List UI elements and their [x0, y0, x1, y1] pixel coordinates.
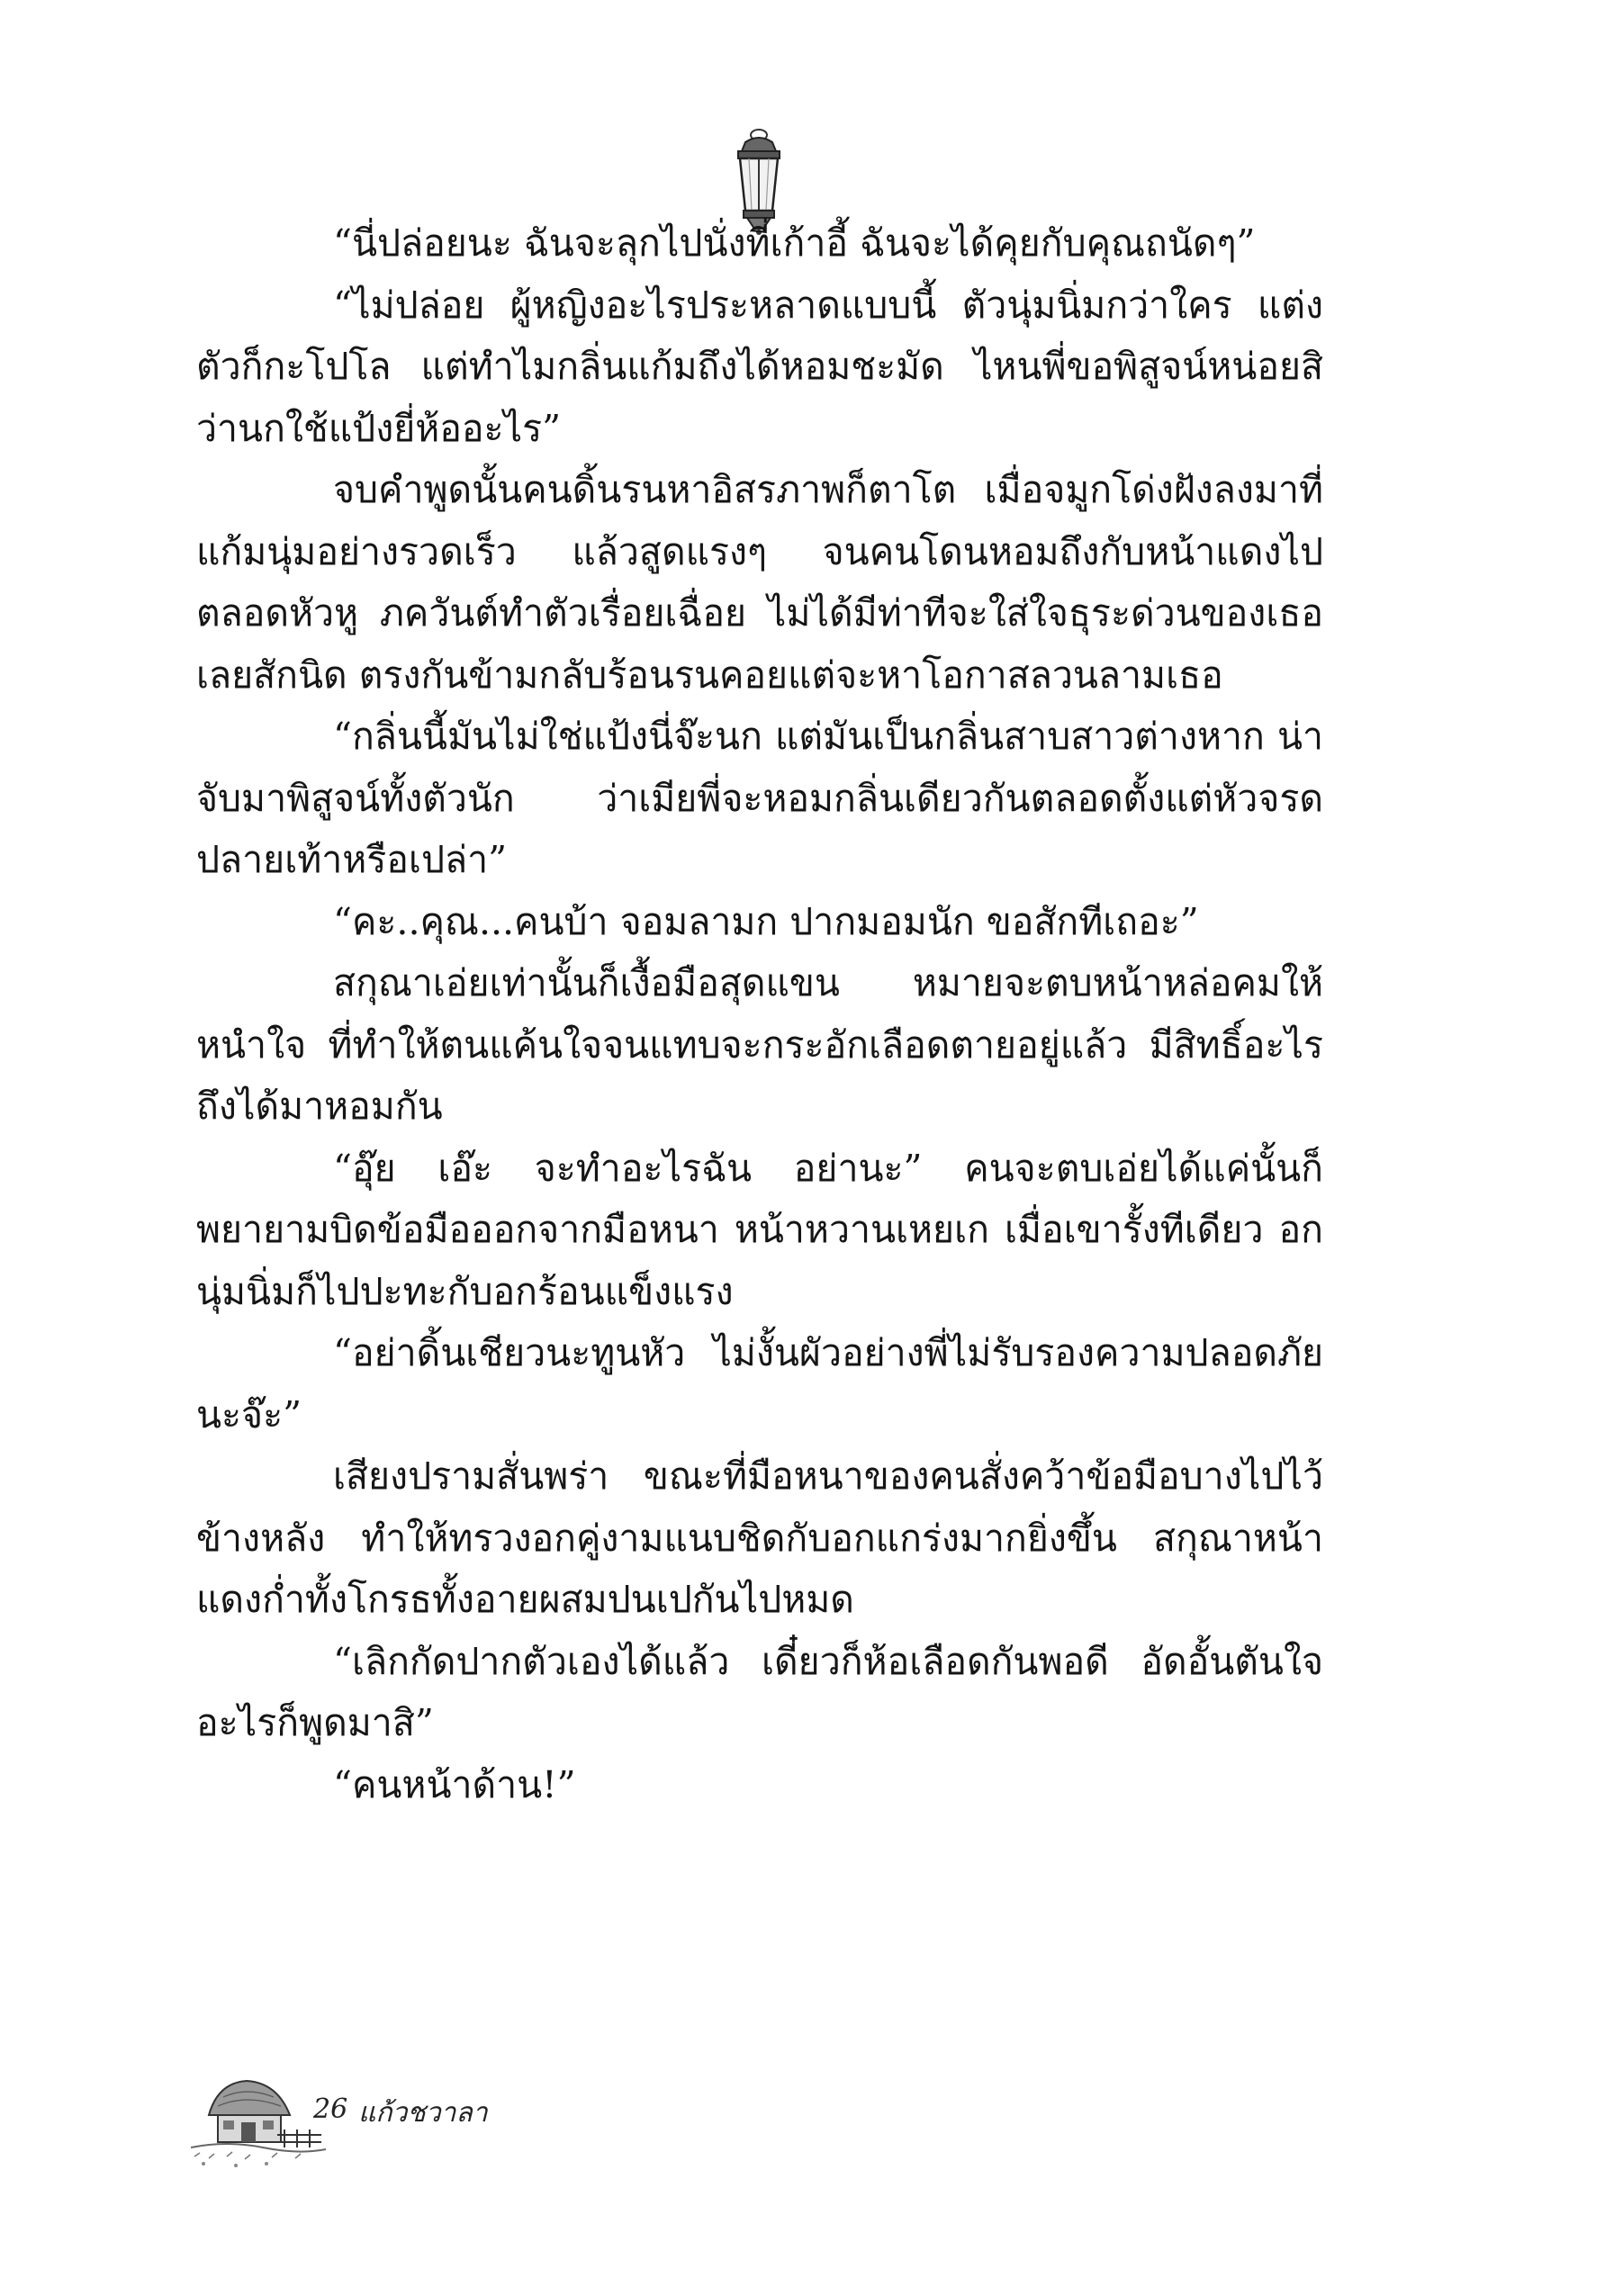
paragraph: “ไม่ปล่อย ผู้หญิงอะไรประหลาดแบบนี้ ตัวนุ่มนิ่มกว่าใคร แต่งตัวก็กะโปโล แต่ทำไมกลิ่นแก้มถึงได้หอมชะมัด ไหนพี่ขอพิสูจน์หน่อยสิว่านกใช้แป้งยี่ห้ออะไร”	[196, 283, 1323, 450]
paragraph: “เลิกกัดปากตัวเองได้แล้ว เดี๋ยวก็ห้อเลือดกันพอดี อัดอั้นตันใจอะไรก็พูดมาสิ”	[196, 1639, 1323, 1744]
paragraph: “อย่าดิ้นเชียวนะทูนหัว ไม่งั้นผัวอย่างพี่ไม่รับรองความปลอดภัยนะจ๊ะ”	[196, 1331, 1323, 1436]
paragraph: “คนหน้าด้าน!”	[333, 1762, 576, 1806]
book-title: แก้วชวาลา	[358, 2097, 488, 2129]
page-number: 26	[313, 2093, 348, 2125]
paragraph: เสียงปรามสั่นพร่า ขณะที่มือหนาของคนสั่งคว้าข้อมือบางไปไว้ข้างหลัง ทำให้ทรวงอกคู่งามแนบชิดกับอกแกร่งมากยิ่งขึ้น สกุณาหน้าแดงก่ำทั้งโกรธทั้งอายผสมปนเปกันไปหมด	[196, 1454, 1323, 1621]
paragraph: “กลิ่นนี้มันไม่ใช่แป้งนี่จ๊ะนก แต่มันเป็นกลิ่นสาบสาวต่างหาก น่าจับมาพิสูจน์ทั้งตัวนัก ว่าเมียพี่จะหอมกลิ่นเดียวกันตลอดตั้งแต่หัวจรดปลายเท้าหรือเปล่า”	[196, 715, 1323, 881]
paragraph: “คะ..คุณ...คนบ้า จอมลามก ปากมอมนัก ขอสักทีเถอะ”	[333, 899, 1199, 943]
paragraph: สกุณาเอ่ยเท่านั้นก็เงื้อมือสุดแขน หมายจะตบหน้าหล่อคมให้หนำใจ ที่ทำให้ตนแค้นใจจนแทบจะกระอักเลือดตายอยู่แล้ว มีสิทธิ์อะไรถึงได้มาหอมกัน	[196, 961, 1323, 1128]
body-text	[196, 212, 1323, 1815]
page-footer	[191, 2070, 641, 2178]
paragraph: “นี่ปล่อยนะ ฉันจะลุกไปนั่งที่เก้าอี้ ฉันจะได้คุยกับคุณถนัดๆ”	[333, 221, 1256, 265]
cottage-illustration	[191, 2070, 326, 2169]
paragraph: จบคำพูดนั้นคนดิ้นรนหาอิสรภาพก็ตาโต เมื่อจมูกโด่งฝังลงมาที่แก้มนุ่มอย่างรวดเร็ว แล้วสูดแรงๆ จนคนโดนหอมถึงกับหน้าแดงไปตลอดหัวหู ภควันต์ทำตัวเรื่อยเฉื่อย ไม่ได้มีท่าทีจะใส่ใจธุระด่วนของเธอเลยสักนิด ตรงกันข้ามกลับร้อนรนคอยแต่จะหาโอกาสลวนลามเธอ	[196, 468, 1323, 697]
paragraph: “อุ๊ย เอ๊ะ จะทำอะไรฉัน อย่านะ” คนจะตบเอ่ยได้แค่นั้นก็พยายามบิดข้อมือออกจากมือหนา หน้าหวานเหยเก เมื่อเขารั้งทีเดียว อกนุ่มนิ่มก็ไปปะทะกับอกร้อนแข็งแรง	[196, 1146, 1323, 1313]
